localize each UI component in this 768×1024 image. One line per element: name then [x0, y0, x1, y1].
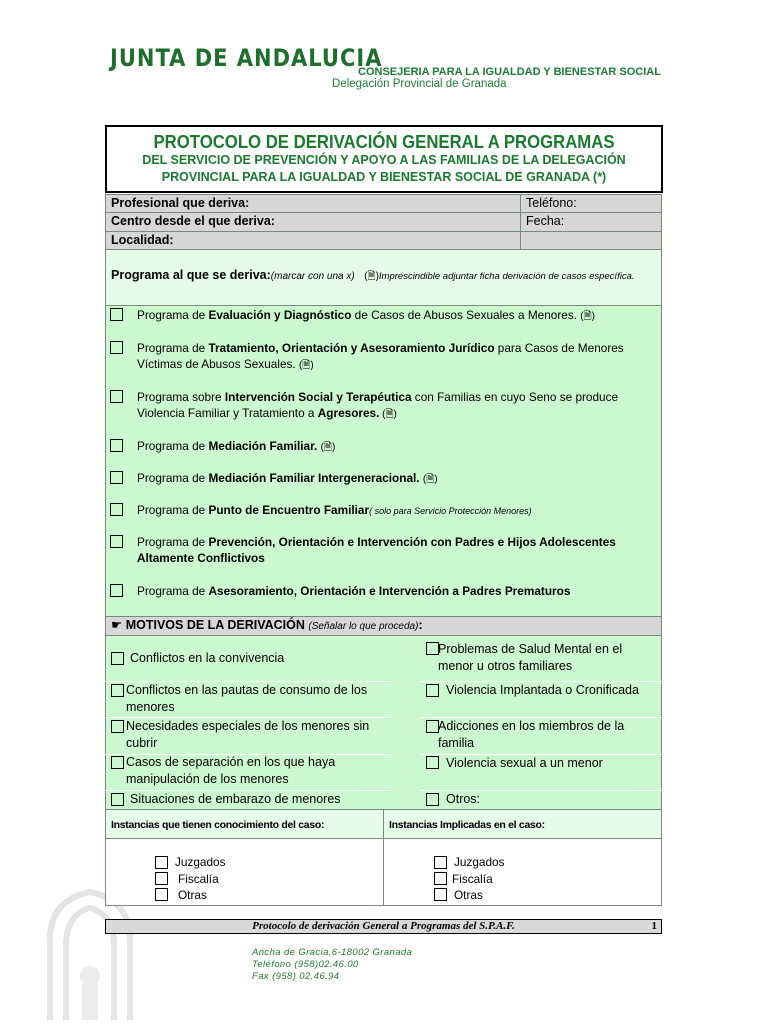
- instancia-option: Otras: [178, 888, 207, 902]
- program-checkbox[interactable]: [110, 503, 123, 516]
- fax-line: Fax (958) 02.46.94: [252, 971, 340, 982]
- motivo-option: Violencia Implantada o Cronificada: [446, 683, 639, 697]
- program-checkbox[interactable]: [110, 535, 123, 548]
- instancia-option: Fiscalía: [452, 872, 493, 886]
- form-subtitle-line2: PROVINCIAL PARA LA IGUALDAD Y BIENESTAR SOCIAL DE GRANADA (*): [161, 170, 607, 184]
- telefono-field[interactable]: [520, 194, 662, 213]
- motivo-checkbox[interactable]: [111, 720, 124, 733]
- centro-field[interactable]: [105, 212, 521, 232]
- program-option: Programa de Prevención, Orientación e Intervención con Padres e Hijos Adolescentes Altamente Conflictivos: [137, 535, 616, 565]
- fecha-field[interactable]: [520, 212, 662, 232]
- program-option: Programa de Mediación Familiar Intergeneracional. (🗎): [137, 471, 438, 485]
- program-checkbox[interactable]: [110, 341, 123, 354]
- motivo-option: Necesidades especiales de los menores sin cubrir: [126, 719, 370, 750]
- motivos-hint: (Señalar lo que proceda): [308, 621, 419, 632]
- form-title-box: [105, 125, 663, 193]
- form-subtitle-line1: DEL SERVICIO DE PREVENCIÓN Y APOYO A LAS FAMILIAS DE LA DELEGACIÓN: [142, 153, 626, 167]
- centro-label: Centro desde el que deriva:: [111, 214, 275, 228]
- motivo-option: Conflictos en la convivencia: [130, 651, 285, 665]
- motivo-option: Otros:: [446, 792, 481, 806]
- program-option: Programa de Asesoramiento, Orientación e Intervención a Padres Prematuros: [137, 584, 571, 598]
- instancias-right-title: Instancias Implicadas en el caso:: [389, 819, 545, 831]
- programa-label: Programa al que se deriva:: [111, 268, 271, 282]
- phone-line: Teléfono (958)02.46.00: [252, 959, 359, 970]
- motivo-option: Violencia sexual a un menor: [446, 756, 603, 770]
- instancia-checkbox[interactable]: [434, 888, 447, 901]
- motivo-checkbox[interactable]: [111, 652, 124, 665]
- localidad-extra-cell: [520, 231, 662, 250]
- address-line: Ancha de Gracia,6-18002 Granada: [252, 947, 413, 958]
- localidad-label: Localidad:: [111, 233, 174, 247]
- program-option: Programa sobre Intervención Social y Terapéutica con Familias en cuyo Seno se produce Violencia Familiar y Tratamiento a Agresores. (🗎): [137, 390, 619, 420]
- instancia-checkbox[interactable]: [155, 872, 168, 885]
- delegacion-name: Delegación Provincial de Granada: [332, 78, 507, 90]
- motivo-checkbox[interactable]: [111, 756, 124, 769]
- program-option: Programa de Mediación Familiar. (🗎): [137, 439, 336, 453]
- footer-bar: [105, 919, 662, 934]
- program-checkbox[interactable]: [110, 584, 123, 597]
- instancia-option: Juzgados: [175, 855, 226, 869]
- motivos-label: MOTIVOS DE LA DERIVACIÓN: [125, 618, 305, 632]
- instancia-option: Fiscalía: [178, 872, 219, 886]
- telefono-label: Teléfono:: [526, 196, 577, 210]
- motivo-checkbox[interactable]: [426, 756, 439, 769]
- program-option: Programa de Tratamiento, Orientación y Asesoramiento Jurídico para Casos de Menores Víctimas de Abusos Sexuales. (🗎): [137, 341, 624, 371]
- instancias-left-box: [105, 838, 384, 906]
- program-checkbox[interactable]: [110, 471, 123, 484]
- motivo-option: Casos de separación en los que haya manipulación de los menores: [126, 755, 336, 786]
- program-option: Programa de Evaluación y Diagnóstico de Casos de Abusos Sexuales a Menores. (🗎): [137, 308, 595, 322]
- instancia-checkbox[interactable]: [434, 856, 447, 869]
- instancias-right-box: [383, 838, 662, 906]
- motivo-option: Situaciones de embarazo de menores: [130, 792, 341, 806]
- program-checkbox[interactable]: [110, 439, 123, 452]
- program-checkbox[interactable]: [110, 390, 123, 403]
- profesional-label: Profesional que deriva:: [111, 196, 250, 210]
- instancia-option: Otras: [454, 888, 483, 902]
- motivo-checkbox[interactable]: [426, 793, 439, 806]
- document-note-icon: (🗎): [364, 271, 379, 282]
- instancia-checkbox[interactable]: [155, 856, 168, 869]
- instancias-right-title-cell: [383, 809, 662, 839]
- motivo-option: Problemas de Salud Mental en el menor u otros familiares: [438, 642, 623, 673]
- pointing-hand-icon: ☛: [111, 618, 123, 632]
- instancias-left-title: Instancias que tienen conocimiento del caso:: [111, 819, 325, 831]
- consejeria-name: CONSEJERIA PARA LA IGUALDAD Y BIENESTAR SOCIAL: [358, 66, 661, 78]
- motivo-checkbox[interactable]: [111, 793, 124, 806]
- motivo-option: Conflictos en las pautas de consumo de los menores: [126, 683, 368, 714]
- motivo-checkbox[interactable]: [426, 684, 439, 697]
- programa-note: Imprescindible adjuntar ficha derivación de casos específica.: [378, 271, 635, 282]
- programa-hint: (marcar con una x): [270, 271, 355, 282]
- instancia-option: Juzgados: [454, 855, 505, 869]
- instancias-left-title-cell: [105, 809, 384, 839]
- organization-logo-text: JUNTA DE ANDALUCIA: [110, 44, 383, 72]
- instancia-checkbox[interactable]: [155, 888, 168, 901]
- programa-header: [105, 249, 662, 306]
- fecha-label: Fecha:: [526, 214, 565, 228]
- instancia-checkbox[interactable]: [434, 872, 447, 885]
- motivo-checkbox[interactable]: [111, 684, 124, 697]
- form-title: PROTOCOLO DE DERIVACIÓN GENERAL A PROGRAMAS: [153, 132, 615, 152]
- footer-title: Protocolo de derivación General a Programas del S.P.A.F.: [252, 920, 515, 932]
- page-number: 1: [651, 920, 657, 932]
- program-checkbox[interactable]: [110, 308, 123, 321]
- motivos-header: ☛ MOTIVOS DE LA DERIVACIÓN (Señalar lo que proceda):: [105, 616, 662, 636]
- program-option: Programa de Punto de Encuentro Familiar( solo para Servicio Protección Menores): [137, 503, 532, 517]
- profesional-field[interactable]: [105, 194, 521, 213]
- motivo-option: Adicciones en los miembros de la familia: [438, 719, 625, 750]
- localidad-field[interactable]: [105, 231, 521, 250]
